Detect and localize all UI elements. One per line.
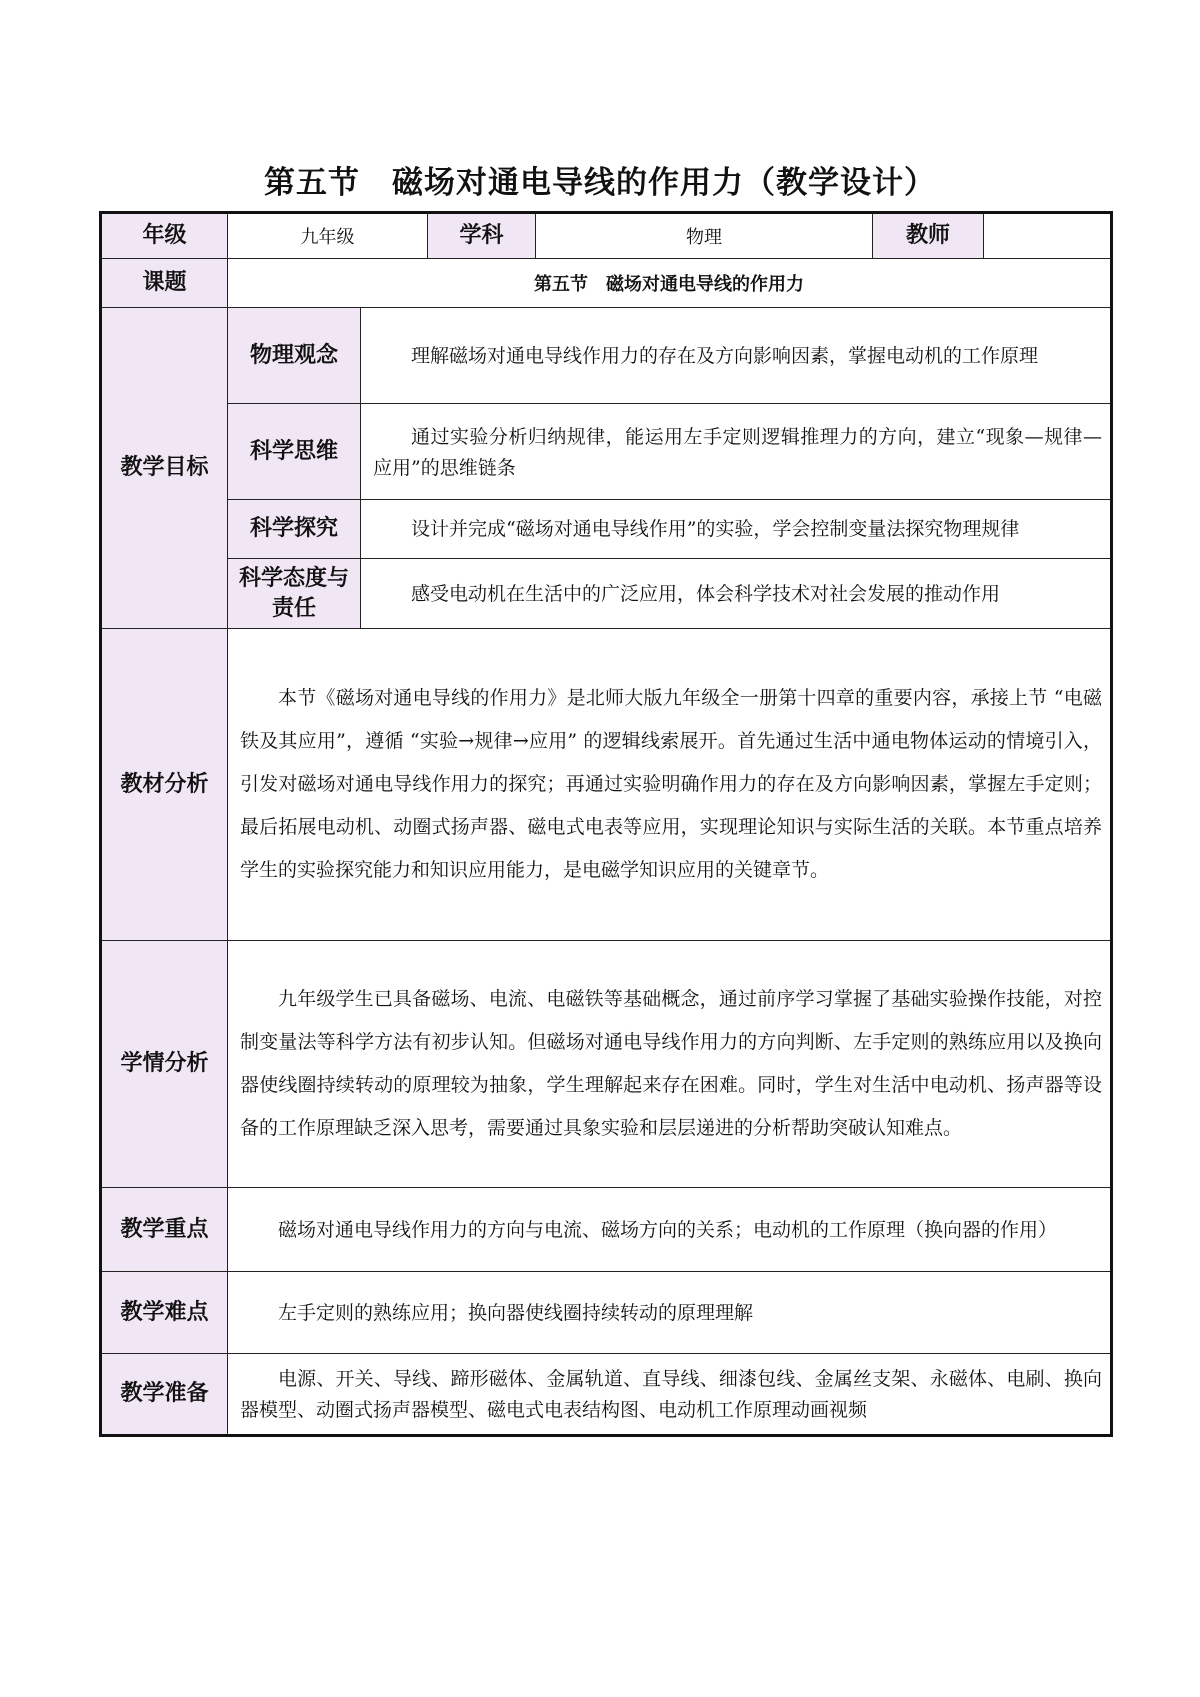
student-analysis-row (101, 941, 1112, 1188)
objective-row (101, 500, 1112, 559)
teacher-label: 教师 (873, 213, 984, 259)
objective-text-attitude: 感受电动机在生活中的广泛应用，体会科学技术对社会发展的推动作用 (361, 559, 1112, 629)
objective-text-thinking: 通过实验分析归纳规律，能运用左手定则逻辑推理力的方向，建立“现象—规律—应用”的思维链条 (361, 404, 1112, 500)
topic-label: 课题 (101, 259, 228, 308)
material-analysis-text: 本节《磁场对通电导线的作用力》是北师大版九年级全一册第十四章的重要内容，承接上节 “电磁铁及其应用”，遵循 “实验→规律→应用” 的逻辑线索展开。首先通过生活中通电物体运动的情境引入，引发对磁场对通电导线作用力的探究；再通过实验明确作用力的存在及方向影响因素，掌握左手定则；最后拓展电动机、动圈式扬声器、磁电式电表等应用，实现理论知识与实际生活的关联。本节重点培养学生的实验探究能力和知识应用能力，是电磁学知识应用的关键章节。 (228, 629, 1112, 941)
document-title: 第五节 磁场对通电导线的作用力（教学设计） (264, 165, 936, 201)
objective-label-inquiry: 科学探究 (228, 500, 361, 559)
key-points-label: 教学重点 (101, 1188, 228, 1272)
objective-text-inquiry: 设计并完成“磁场对通电导线作用”的实验，学会控制变量法探究物理规律 (361, 500, 1112, 559)
objective-label-physics: 物理观念 (228, 308, 361, 404)
teacher-value (984, 213, 1112, 259)
objectives-label: 教学目标 (101, 308, 228, 629)
difficulties-text: 左手定则的熟练应用；换向器使线圈持续转动的原理理解 (228, 1272, 1112, 1354)
objective-row (101, 404, 1112, 500)
lesson-plan-table (99, 211, 1113, 1437)
topic-row (101, 259, 1112, 308)
difficulties-label: 教学难点 (101, 1272, 228, 1354)
objective-label-attitude: 科学态度与责任 (228, 559, 361, 629)
objective-label-thinking: 科学思维 (228, 404, 361, 500)
material-analysis-row (101, 629, 1112, 941)
subject-label: 学科 (428, 213, 536, 259)
key-points-text: 磁场对通电导线作用力的方向与电流、磁场方向的关系；电动机的工作原理（换向器的作用） (228, 1188, 1112, 1272)
topic-value: 第五节 磁场对通电导线的作用力 (228, 259, 1112, 308)
objective-text-physics: 理解磁场对通电导线作用力的存在及方向影响因素，掌握电动机的工作原理 (361, 308, 1112, 404)
objective-row (101, 559, 1112, 629)
grade-label: 年级 (101, 213, 228, 259)
material-analysis-label: 教材分析 (101, 629, 228, 941)
objective-row (101, 308, 1112, 404)
student-analysis-label: 学情分析 (101, 941, 228, 1188)
header-row (101, 213, 1112, 259)
key-points-row (101, 1188, 1112, 1272)
preparation-text: 电源、开关、导线、蹄形磁体、金属轨道、直导线、细漆包线、金属丝支架、永磁体、电刷、换向器模型、动圈式扬声器模型、磁电式电表结构图、电动机工作原理动画视频 (228, 1354, 1112, 1436)
grade-value: 九年级 (228, 213, 428, 259)
preparation-row (101, 1354, 1112, 1436)
subject-value: 物理 (536, 213, 873, 259)
preparation-label: 教学准备 (101, 1354, 228, 1436)
difficulties-row (101, 1272, 1112, 1354)
student-analysis-text: 九年级学生已具备磁场、电流、电磁铁等基础概念，通过前序学习掌握了基础实验操作技能，对控制变量法等科学方法有初步认知。但磁场对通电导线作用力的方向判断、左手定则的熟练应用以及换向器使线圈持续转动的原理较为抽象，学生理解起来存在困难。同时，学生对生活中电动机、扬声器等设备的工作原理缺乏深入思考，需要通过具象实验和层层递进的分析帮助突破认知难点。 (228, 941, 1112, 1188)
